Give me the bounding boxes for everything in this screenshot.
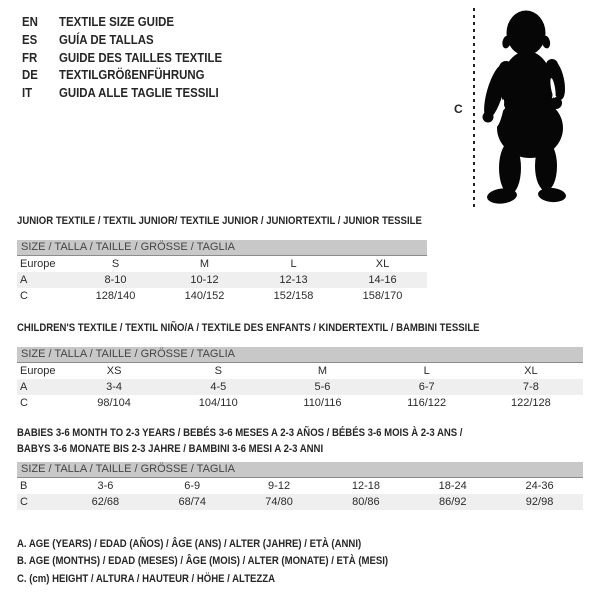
cell: 80/86 — [322, 494, 409, 510]
junior-textile-table — [17, 213, 427, 304]
row-label: A — [17, 272, 71, 288]
footnotes — [17, 536, 444, 588]
language-row-it — [22, 84, 222, 102]
cell: 140/152 — [184, 290, 225, 302]
language-code: ES — [22, 32, 38, 48]
cell: 3-6 — [97, 480, 114, 492]
row-label: C — [20, 290, 28, 302]
cell: 12-13 — [249, 272, 338, 288]
cell: 128/140 — [95, 290, 136, 302]
table-row-age — [17, 272, 427, 288]
language-row-en — [22, 13, 222, 31]
row-label: C — [20, 397, 28, 409]
cell: 104/110 — [198, 397, 238, 409]
cell: 86/92 — [409, 494, 496, 510]
language-row-es — [22, 31, 222, 49]
cell: M — [199, 258, 210, 270]
guide-title-it: GUIDA ALLE TAGLIE TESSILI — [58, 85, 219, 101]
table-row-europe — [17, 363, 583, 379]
cell: 122/128 — [510, 397, 551, 409]
cell: 98/104 — [97, 397, 131, 409]
guide-title-en: TEXTILE SIZE GUIDE — [58, 14, 175, 30]
guide-title-es: GUÍA DE TALLAS — [58, 32, 154, 48]
childrens-textile-table — [17, 320, 583, 411]
row-label: A — [17, 379, 62, 395]
cell: 8-10 — [71, 272, 160, 288]
footnote-b: B. AGE (MONTHS) / EDAD (MESES) / ÂGE (MOIS) / ALTER (MONATE) / ETÀ (MESI) — [17, 555, 389, 568]
cell: 7-8 — [479, 379, 583, 395]
language-row-fr — [22, 48, 222, 66]
row-label: B — [20, 480, 28, 492]
cell: 18-24 — [438, 480, 467, 492]
cell: XS — [106, 365, 122, 377]
language-code: FR — [22, 49, 38, 65]
cell: 10-12 — [160, 272, 249, 288]
table-row-months — [17, 478, 583, 494]
table-row-age — [17, 379, 583, 395]
height-measure-label: C — [454, 102, 463, 116]
cell: XL — [524, 365, 538, 377]
cell: 5-6 — [270, 379, 374, 395]
guide-title-de: TEXTILGRÖßENFÜHRUNG — [58, 67, 205, 83]
size-header-bar: SIZE / TALLA / TAILLE / GRÖSSE / TAGLIA — [17, 462, 583, 478]
cell: 12-18 — [351, 480, 380, 492]
row-label: C — [17, 494, 62, 510]
table-title: JUNIOR TEXTILE / TEXTIL JUNIOR/ TEXTILE JUNIOR / JUNIORTEXTIL / JUNIOR TESSILE — [17, 215, 422, 227]
cell: S — [111, 258, 120, 270]
size-table — [17, 256, 427, 304]
table-row-height — [17, 395, 583, 411]
language-list — [22, 13, 249, 101]
cell: 68/74 — [149, 494, 236, 510]
cell: 152/158 — [273, 290, 314, 302]
cell: 6-9 — [184, 480, 201, 492]
cell: 24-36 — [525, 480, 554, 492]
size-table — [17, 478, 583, 510]
cell: 92/98 — [496, 494, 583, 510]
cell: 4-5 — [166, 379, 270, 395]
cell: 62/68 — [62, 494, 149, 510]
table-row-height — [17, 494, 583, 510]
row-label: Europe — [20, 258, 56, 270]
table-row-europe — [17, 256, 427, 272]
cell: 116/122 — [407, 397, 447, 409]
table-title-line2: BABYS 3-6 MONATE BIS 2-3 JAHRE / BAMBINI 3-6 MESI A 2-3 ANNI — [17, 443, 324, 455]
size-table — [17, 363, 583, 411]
cell: 158/170 — [362, 290, 403, 302]
footnote-c: C. (cm) HEIGHT / ALTURA / HAUTEUR / HÖHE / ALTEZZA — [17, 572, 276, 585]
cell: 9-12 — [268, 480, 291, 492]
cell: S — [214, 365, 222, 377]
cell: 3-4 — [62, 379, 166, 395]
cell: L — [423, 365, 430, 377]
height-measure-dashed-line — [473, 8, 475, 208]
cell: L — [290, 258, 297, 270]
cell: M — [317, 365, 328, 377]
language-code: DE — [22, 67, 38, 83]
footnote-a: A. AGE (YEARS) / EDAD (AÑOS) / ÂGE (ANS) / ALTER (JAHRE) / ETÀ (ANNI) — [17, 538, 362, 550]
language-code: EN — [22, 14, 38, 30]
guide-title-fr: GUIDE DES TAILLES TEXTILE — [58, 49, 223, 65]
table-title: CHILDREN'S TEXTILE / TEXTIL NIÑO/A / TEXTILE DES ENFANTS / KINDERTEXTIL / BAMBINI TESSILE — [17, 322, 480, 334]
row-label: Europe — [20, 365, 56, 377]
language-code: IT — [22, 85, 33, 101]
toddler-silhouette-icon — [480, 8, 572, 206]
table-title-line1: BABIES 3-6 MONTH TO 2-3 YEARS / BEBÉS 3-6 MESES A 2-3 AÑOS / BÉBÉS 3-6 MOIS À 2-3 ANS / — [17, 427, 463, 439]
size-header-bar: SIZE / TALLA / TAILLE / GRÖSSE / TAGLIA — [17, 347, 583, 363]
babies-textile-table — [17, 425, 583, 510]
cell: 6-7 — [375, 379, 479, 395]
language-row-de — [22, 66, 222, 84]
cell: 14-16 — [338, 272, 427, 288]
table-row-height — [17, 288, 427, 304]
cell: 110/116 — [303, 397, 342, 409]
cell: 74/80 — [236, 494, 323, 510]
cell: XL — [375, 258, 390, 270]
size-header-bar: SIZE / TALLA / TAILLE / GRÖSSE / TAGLIA — [17, 240, 427, 256]
